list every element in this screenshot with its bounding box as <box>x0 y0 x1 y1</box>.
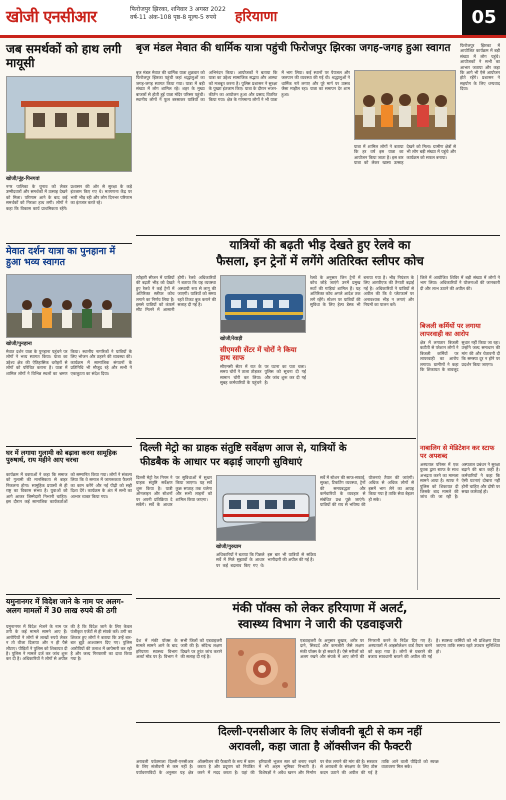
dateline-edition: वर्ष-11 अंक-108 पृष्ठ-8 मूल्य-5 रुपये <box>130 14 217 21</box>
body-rail-2: रेलवे के अनुसार जिन ट्रेनों में कोच जोड़े जाएंगे उनमें प्रमुख रूटों की गाड़ियां शामिल हैं। यह अतिरिक्त कोच अगले आदेश तक लगे रहेंगे। स्टेशन पर यात्रियों की सुविधा के लिए हेल्प डेस्क भी बनाया गया है। भीड़ नियंत्रण के लिए आरपीएफ की तैनाती बढ़ाई गई है। अधिकारियों ने यात्रियों से अपील की कि वे प्लेटफार्म पर अनावश्यक भीड़ न लगाएं और नियमों का पालन करें। <box>310 275 414 308</box>
body-right-column: फिरोजपुर झिरका में आयोजित कार्यक्रम में बड़ी संख्या में लोग पहुंचे। आयोजकों ने सभी का आभार जताया और कहा कि आगे भी ऐसे आयोजन होते रहेंगे। प्रशासन ने सहयोग के लिए धन्यवाद दिया। <box>460 43 500 92</box>
body-monkeypox-2: एडवाइजरी के अनुसार बुखार, शरीर पर दाने, सिरदर्द और कमजोरी जैसे लक्षण मंकी पॉक्स के हो सकते हैं। ऐसे मरीजों को अलग रखने और संपर्क में आए लोगों की निगरानी करने के निर्देश दिए गए हैं। अस्पतालों में आइसोलेशन वार्ड तैयार करने को कहा गया है। लोगों से घबराने की बजाय सावधानी बरतने की अपील की गई है। स्वास्थ्य कर्मियों को भी प्रशिक्षण दिया जाएगा ताकि समय रहते उपचार सुनिश्चित हो। <box>300 638 500 660</box>
caption-mewat: खोजी/पुनहाना <box>6 341 32 347</box>
body-aravali: अरावली पर्वतमाला दिल्ली-एनसीआर के लिए संजीवनी से कम नहीं है। पर्यावरणविदों के अनुसार यह क्षेत्र ऑक्सीजन की फैक्टरी के रूप में काम करता है और प्रदूषण को नियंत्रित करने में मदद करता है। यहां की हरियाली भूजल स्तर को बनाए रखने में भी अहम भूमिका निभाती है। विशेषज्ञों ने अवैध खनन और निर्माण पर रोक लगाने की मांग की है। सरकार से अरावली के संरक्षण के लिए ठोस कदम उठाने की अपील की गई है ताकि आने वाली पीढ़ियों को स्वच्छ वातावरण मिल सके। <box>136 759 439 775</box>
headline-rail-1: यात्रियों की बढ़ती भीड़ देखते हुए रेलवे का <box>229 238 411 252</box>
body-brij-mandal: बृज मंडल मेवात की धार्मिक यात्रा शुक्रवार को फिरोजपुर झिरका पहुंची जहां श्रद्धालुओं का जगह-जगह स्वागत किया गया। यात्रा में बड़ी संख्या में लोग शामिल रहे। शहर के मुख्य बाजारों से होती हुई यात्रा मंदिर परिसर पहुंची। स्थानीय लोगों ने फूल बरसाकर यात्रियों का अभिनंदन किया। आयोजकों ने बताया कि यात्रा का उद्देश्य सामाजिक सद्भाव और आस्था को मजबूत करना है। पुलिस प्रशासन ने सुरक्षा के पुख्ता इंतजाम किए। यात्रा के दौरान भजन-कीर्तन का आयोजन हुआ और प्रसाद वितरित किया गया। क्षेत्र के गणमान्य लोगों ने भी यात्रा में भाग लिया। कई स्थानों पर पेयजल और जलपान की व्यवस्था की गई थी। श्रद्धालुओं ने धार्मिक नारे लगाए और पूरे मार्ग पर उत्सव जैसा माहौल रहा। यात्रा का समापन देर शाम हुआ। <box>136 70 350 103</box>
headline-monkeypox-1: मंकी पॉक्स को लेकर हरियाणा में अलर्ट, <box>232 601 408 615</box>
body-monkeypox-1: देश में मंकी पॉक्स के मामले सामने आने के बाद हरियाणा स्वास्थ्य विभाग अलर्ट मोड पर है। विभाग ने सभी जिलों को एडवाइजरी जारी की है। संदिग्ध लक्षण दिखने पर तुरंत जांच कराने की सलाह दी गई है। <box>136 638 222 660</box>
divider-metro <box>136 438 416 439</box>
page-number: 05 <box>462 0 506 35</box>
body-brij-mandal-2: यात्रा में शामिल लोगों ने बताया कि हर वर्ष इस यात्रा का आयोजन किया जाता है। इस बार यात्रा को लेकर खासा उत्साह देखने को मिला। ग्रामीण क्षेत्रों से भी लोग बड़ी संख्या में पहुंचे और कार्यक्रम को सफल बनाया। <box>354 144 456 166</box>
headline-metro-2: फीडबैक के आधार पर बढ़ाई जाएगी सुविधाएं <box>140 457 303 468</box>
caption-rail: खोजी/रेवाड़ी <box>220 336 243 342</box>
photo-station-building <box>6 76 132 172</box>
dateline <box>130 6 226 22</box>
divider-aravali <box>136 722 500 723</box>
body-police: क्षेत्र में लगातार बिजली कटौती से परेशान लोगों ने बिजली कर्मियों पर लापरवाही का आरोप लगाया। ग्रामीणों ने कहा कि शिकायत के बावजूद सुधार नहीं किया जा रहा। उन्होंने जल्द समाधान की मांग की और चेतावनी दी कि समस्या दूर न होने पर प्रदर्शन किया जाएगा। <box>420 340 500 373</box>
photo-yatra-group <box>354 70 456 140</box>
newspaper-logo: खोजी एनसीआर <box>6 7 97 26</box>
subheading-police: बिजली कर्मियों पर लगाया लापरवाही का आरोप <box>420 322 481 338</box>
body-right-top: जिले में आयोजित शिविर में बड़ी संख्या में लोगों ने भाग लिया। अधिकारियों ने योजनाओं की जानकारी दी और लाभ उठाने की अपील की। <box>420 275 500 291</box>
body-rail-1: त्योहारी सीजन में यात्रियों की बढ़ती भीड़ को देखते हुए रेलवे ने कई ट्रेनों में अतिरिक्त स्लीपर कोच लगाने का निर्णय लिया है। इससे यात्रियों को कंफर्म सीट मिलने में आसानी होगी। रेलवे अधिकारियों ने बताया कि यह व्यवस्था अस्थायी रूप से लागू की जाएगी। यात्रियों को समय रहते टिकट बुक कराने की सलाह दी गई है। <box>136 275 216 313</box>
headline-bank: घर में लगाया गुलामी को बढ़ावा करना सामूहिक पुरुषार्थ, राय महीने आए चरचा <box>6 449 117 465</box>
body-metro-1: दिल्ली मेट्रो रेल निगम ने ग्राहक संतुष्टि सर्वेक्षण शुरू किया है। यात्री ऑनलाइन और स्टेशनों पर अपनी प्रतिक्रिया दे सकेंगे। सर्वे के आधार पर सुविधाओं में सुधार किया जाएगा। यह सर्वे कुछ सप्ताह तक चलेगा और सभी लाइनों को शामिल किया जाएगा। <box>136 475 212 508</box>
body-mewat: मेवात दर्शन यात्रा के पुनहाना पहुंचने पर लोगों ने भव्य स्वागत किया। यात्रा का उद्देश्य क्षेत्र की ऐतिहासिक धरोहरों से लोगों को परिचित कराना है। यात्रा में शामिल लोगों ने विभिन्न स्थलों का भ्रमण किया। स्थानीय नागरिकों ने यात्रियों के लिए भोजन और ठहरने की व्यवस्था की। कार्यक्रम में सामाजिक संगठनों के प्रतिनिधि भी मौजूद रहे और सभी ने एकजुटता का संदेश दिया। <box>6 349 132 376</box>
divider-abroad <box>6 594 132 595</box>
subheading-cctv: सीएमसी सेंटर में चोरों ने किया हाथ साफ <box>220 346 297 362</box>
body-youth: अस्पताल परिसर में एक युवक द्वारा स्टाफ के साथ अभद्रता करने का मामला सामने आया है। स्टाफ ने पुलिस को शिकायत दी जिसके बाद मामले की जांच की जा रही है। अस्पताल प्रबंधन ने सुरक्षा बढ़ाने की बात कही है। कर्मचारियों ने कहा कि ऐसी घटनाएं दोबारा नहीं होनी चाहिए और दोषी पर सख्त कार्रवाई हो। <box>420 462 500 500</box>
headline-monkeypox-2: स्वास्थ्य विभाग ने जारी की एडवाइजरी <box>237 617 403 631</box>
body-metro-2: अधिकारियों ने बताया कि पिछले सर्वे में मिले सुझावों के आधार पर कई बदलाव किए गए थे। इस बार भी यात्रियों से सक्रिय भागीदारी की अपील की गई है। <box>216 552 316 568</box>
divider-bank <box>6 446 132 447</box>
body-abroad: यमुनानगर में विदेश भेजने के नाम पर ठगी के कई मामले सामने आए हैं। आरोपियों ने लोगों से लाखों रुपये लेकर न तो वीजा दिलाया और न ही पैसे लौटाए। पीड़ितों ने पुलिस को शिकायत दी है। पुलिस ने मामले दर्ज कर जांच शुरू कर दी है। अधिकारियों ने लोगों से अपील की है कि विदेश जाने के लिए केवल पंजीकृत एजेंटों से ही संपर्क करें। ठगी का शिकार हुए लोगों ने बताया कि उन्हें बार-बार झूठे आश्वासन दिए गए। पुलिस आरोपियों की तलाश में छापेमारी कर रही है और जल्द गिरफ्तारी का दावा किया गया है। <box>6 624 132 662</box>
body-supporters: नगर पालिका के चुनाव को लेकर उम्मीदवारों और समर्थकों में उत्साह देखने को मिला। परिणाम आने के बाद कई समर्थकों को निराशा हाथ लगी। लोगों ने कहा कि विकास कार्य प्राथमिकता रहेंगे। प्रशासन की ओर से सुरक्षा के कड़े इंतजाम किए गए थे। मतगणना केंद्र पर भारी भीड़ रही और लोग दिनभर परिणाम का इंतजार करते रहे। <box>6 184 132 211</box>
headline-brij-mandal: बृज मंडल मेवात की धार्मिक यात्रा पहुंची फिरोजपुर झिरका जगह-जगह हुआ स्वागत <box>136 42 451 54</box>
photo-train <box>220 275 306 333</box>
subheading-youth: नाबालिग से मेडिटेशन कर स्टाफ पर अपशब्द <box>420 444 495 460</box>
headline-rail-2: फैसला, इन ट्रेनों में लगेंगे अतिरिक्त स्लीपर कोच <box>216 254 424 268</box>
body-bank: कार्यक्रम में वक्ताओं ने कहा कि समाज को गुलामी की मानसिकता से बाहर निकलना होगा। सामूहिक प्रयासों से ही राष्ट्र का विकास संभव है। युवाओं को आगे आकर जिम्मेदारी निभानी चाहिए। इस दौरान कई सामाजिक कार्यकर्ताओं को सम्मानित किया गया। लोगों ने संकल्प लिया कि वे समाज में जागरूकता फैलाने का काम करेंगे और नई पीढ़ी को सही दिशा देंगे। कार्यक्रम के अंत में सभी का आभार व्यक्त किया गया। <box>6 472 132 505</box>
headline-mewat: मेवात दर्शन यात्रा का पुनहाना में हुआ भव्य स्वागत <box>6 246 116 268</box>
headline-abroad: यमुनानगर में विदेश जाने के नाम पर अलग-अलग मामलों में 30 लाख रुपये की ठगी <box>6 597 124 615</box>
dateline-text: फिरोजपुर झिरका, शनिवार 3 अगस्त 2022 <box>130 6 226 13</box>
caption-supporters: खोजी/नूंह-पिनगवां <box>6 176 40 182</box>
photo-mewat-yatra <box>6 274 132 338</box>
body-cctv: सीएमसी सेंटर में रात के समय चोरों ने ताला तोड़कर सामान चोरी कर लिया। सुबह कर्मचारियों के पहुंचने पर घटना का पता चला। पुलिस को सूचना दी गई और जांच शुरू कर दी गई है। <box>220 364 306 386</box>
masthead <box>0 0 506 38</box>
headline-supporters: जब समर्थकों को हाथ लगी मायूसी <box>6 42 122 70</box>
photo-metro-train <box>216 475 316 541</box>
headline-metro-1: दिल्ली मेट्रो का ग्राहक संतुष्टि सर्वेक्षण आज से, यात्रियों के <box>140 443 347 454</box>
headline-aravali-2: अरावली, कहा जाता है ऑक्सीजन की फैक्टरी <box>228 740 412 753</box>
photo-monkeypox-skin <box>226 638 296 698</box>
body-metro-3: सर्वे में स्टेशन की साफ-सफाई, सुरक्षा, टिकटिंग व्यवस्था, ट्रेनों की समयबद्धता और कर्मचारियों के व्यवहार से संबंधित प्रश्न पूछे जाएंगे। यात्रियों की राय से भविष्य की योजनाएं तैयार की जाएंगी। अधिक से अधिक लोगों से इसमें भाग लेने का आग्रह किया गया है ताकि सेवा बेहतर हो सके। <box>320 475 414 508</box>
divider-mewat <box>6 243 132 244</box>
divider-rail <box>136 235 500 236</box>
caption-metro: खोजी/गुरुग्राम <box>216 544 242 550</box>
headline-aravali-1: दिल्ली-एनसीआर के लिए संजीवनी बूटी से कम नहीं <box>218 725 422 738</box>
section-title: हरियाणा <box>235 9 278 25</box>
divider-monkeypox <box>136 598 500 599</box>
column-divider-right <box>417 275 418 590</box>
